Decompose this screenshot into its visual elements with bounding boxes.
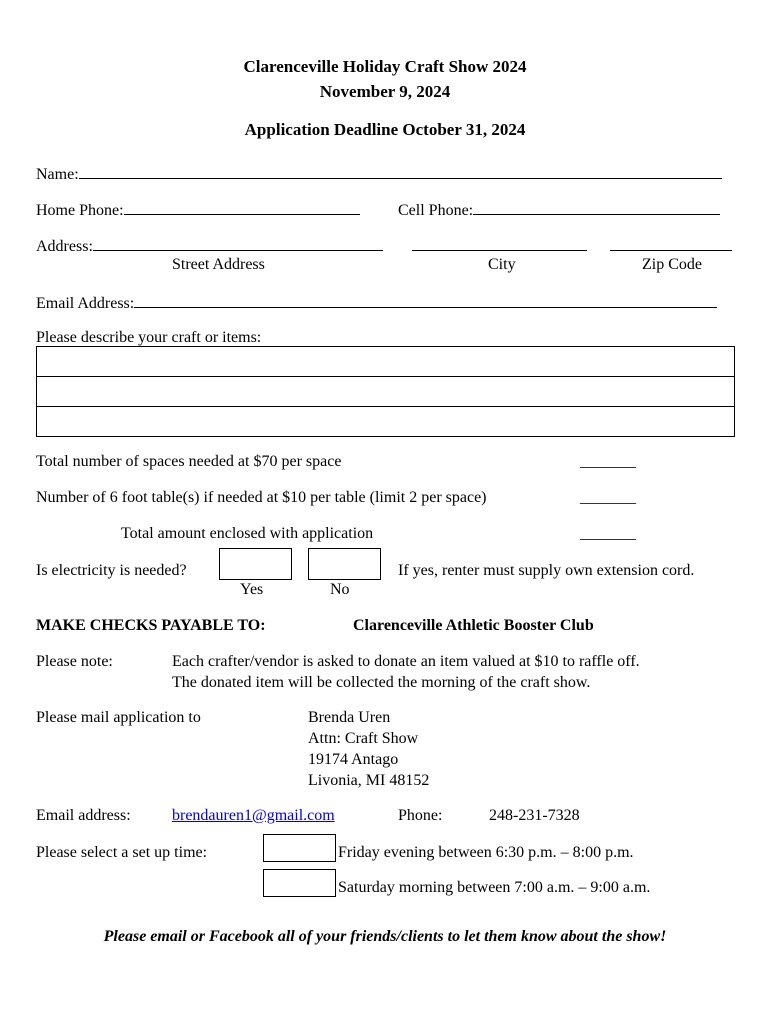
email-label: Email Address: [36, 295, 135, 312]
electricity-no-label: No [330, 581, 350, 598]
contact-phone-label: Phone: [398, 807, 443, 824]
name-label: Name: [36, 166, 79, 183]
electricity-yes-label: Yes [240, 581, 264, 598]
address-label: Address: [36, 238, 93, 255]
zip-input-line[interactable] [610, 236, 732, 251]
electricity-question: Is electricity is needed? [36, 562, 187, 579]
show-title: Clarenceville Holiday Craft Show 2024 [243, 57, 527, 76]
home-phone-input-line[interactable] [124, 200, 360, 215]
cell-phone-label: Cell Phone: [398, 202, 474, 219]
amount-blank[interactable]: _______ [580, 525, 636, 542]
application-deadline: Application Deadline October 31, 2024 [244, 120, 526, 139]
checks-label: MAKE CHECKS PAYABLE TO: [36, 617, 266, 634]
craft-label: Please describe your craft or items: [36, 329, 262, 346]
craft-row-1[interactable] [37, 347, 734, 377]
electricity-no-checkbox[interactable] [308, 548, 381, 580]
street-caption: Street Address [172, 256, 265, 273]
address-field [36, 236, 383, 256]
street-input-line[interactable] [93, 236, 383, 251]
note-line-1: Each crafter/vendor is asked to donate an item valued at $10 to raffle off. [172, 653, 640, 670]
craft-description-box[interactable] [36, 346, 735, 437]
footer-message: Please email or Facebook all of your friends/clients to let them know about the show! [103, 928, 667, 945]
name-input-line[interactable] [79, 164, 722, 179]
mail-label: Please mail application to [36, 709, 201, 726]
electricity-yes-checkbox[interactable] [219, 548, 292, 580]
email-input-line[interactable] [134, 293, 717, 308]
cell-phone-input-line[interactable] [473, 200, 720, 215]
note-line-2: The donated item will be collected the morning of the craft show. [172, 674, 591, 691]
name-field [36, 164, 722, 184]
home-phone-field [36, 200, 360, 220]
craft-row-3[interactable] [37, 407, 734, 436]
amount-label: Total amount enclosed with application [121, 525, 374, 542]
mail-street: 19174 Antago [308, 751, 399, 768]
contact-phone: 248-231-7328 [489, 807, 580, 824]
tables-label: Number of 6 foot table(s) if needed at $10 per table (limit 2 per space) [36, 489, 487, 506]
cell-phone-field [398, 200, 720, 220]
home-phone-label: Home Phone: [36, 202, 124, 219]
city-caption: City [488, 256, 516, 273]
zip-caption: Zip Code [642, 256, 702, 273]
email-field [36, 293, 717, 313]
electricity-note: If yes, renter must supply own extension cord. [398, 562, 695, 579]
mail-city: Livonia, MI 48152 [308, 772, 430, 789]
show-date: November 9, 2024 [319, 82, 451, 101]
craft-row-2[interactable] [37, 377, 734, 407]
setup-saturday-label: Saturday morning between 7:00 a.m. – 9:00 a.m. [338, 879, 651, 896]
note-label: Please note: [36, 653, 113, 670]
spaces-label: Total number of spaces needed at $70 per space [36, 453, 342, 470]
setup-friday-checkbox[interactable] [263, 834, 336, 862]
setup-saturday-checkbox[interactable] [263, 869, 336, 897]
checks-payee: Clarenceville Athletic Booster Club [353, 617, 594, 634]
setup-friday-label: Friday evening between 6:30 p.m. – 8:00 p.m. [338, 844, 634, 861]
spaces-blank[interactable]: _______ [580, 453, 636, 470]
mail-name: Brenda Uren [308, 709, 391, 726]
contact-email-label: Email address: [36, 807, 131, 824]
city-input-line[interactable] [412, 236, 587, 251]
contact-email-link[interactable]: brendauren1@gmail.com [172, 807, 335, 824]
setup-label: Please select a set up time: [36, 844, 208, 861]
tables-blank[interactable]: _______ [580, 489, 636, 506]
mail-attn: Attn: Craft Show [308, 730, 419, 747]
